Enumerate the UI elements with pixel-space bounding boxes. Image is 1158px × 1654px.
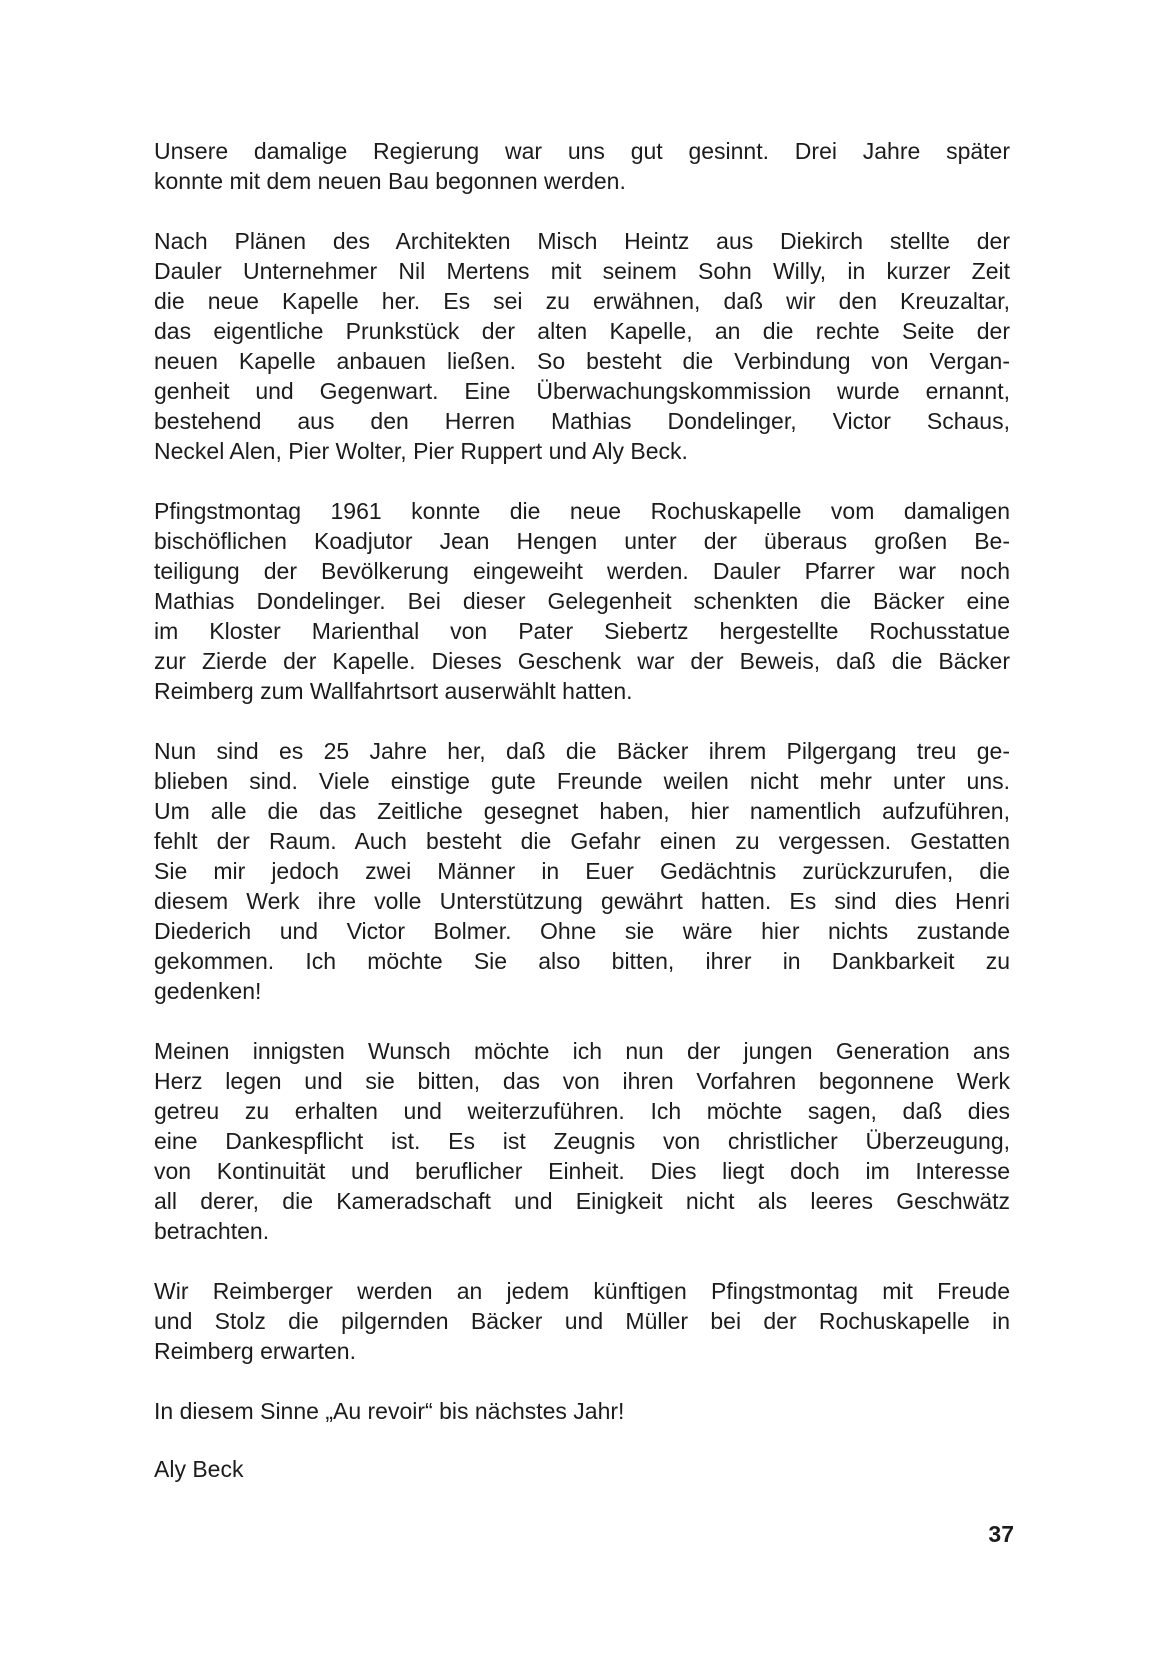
author-signature: Aly Beck (154, 1456, 244, 1482)
text-line: fehlt der Raum. Auch besteht die Gefahr einen zu vergessen. Gestatten (154, 828, 1010, 854)
text-line: eine Dankespflicht ist. Es ist Zeugnis von christlicher Überzeugung, (154, 1128, 1010, 1154)
text-line: Unsere damalige Regierung war uns gut gesinnt. Drei Jahre später (154, 138, 1010, 164)
text-line: getreu zu erhalten und weiterzuführen. Ich möchte sagen, daß dies (154, 1098, 1010, 1124)
text-line: Herz legen und sie bitten, das von ihren Vorfahren begonnene Werk (154, 1068, 1010, 1094)
text-line: konnte mit dem neuen Bau begonnen werden. (154, 168, 626, 194)
text-line: Nach Plänen des Architekten Misch Heintz aus Diekirch stellte der (154, 228, 1010, 254)
text-line: von Kontinuität und beruflicher Einheit. Dies liegt doch im Interesse (154, 1158, 1010, 1184)
text-line: Diederich und Victor Bolmer. Ohne sie wäre hier nichts zustande (154, 918, 1010, 944)
paragraph-5 (154, 1036, 1010, 1246)
text-line: Meinen innigsten Wunsch möchte ich nun der jungen Generation ans (154, 1038, 1010, 1064)
text-line: im Kloster Marienthal von Pater Siebertz hergestellte Rochusstatue (154, 618, 1010, 644)
text-line: Um alle die das Zeitliche gesegnet haben, hier namentlich aufzuführen, (154, 798, 1010, 824)
paragraph-1 (154, 136, 1010, 196)
text-line: Reimberg erwarten. (154, 1338, 356, 1364)
text-line: teiligung der Bevölkerung eingeweiht werden. Dauler Pfarrer war noch (154, 558, 1010, 584)
text-line: zur Zierde der Kapelle. Dieses Geschenk war der Beweis, daß die Bäcker (154, 648, 1010, 674)
paragraph-3 (154, 496, 1010, 706)
text-line: all derer, die Kameradschaft und Einigkeit nicht als leeres Geschwätz (154, 1188, 1010, 1214)
text-line: bischöflichen Koadjutor Jean Hengen unter der überaus großen Be- (154, 528, 1010, 554)
page-number: 37 (988, 1521, 1014, 1547)
text-column (154, 136, 1010, 1484)
text-line: Dauler Unternehmer Nil Mertens mit seinem Sohn Willy, in kurzer Zeit (154, 258, 1010, 284)
paragraph-2 (154, 226, 1010, 466)
text-line: neuen Kapelle anbauen ließen. So besteht die Verbindung von Vergan- (154, 348, 1010, 374)
paragraph-4 (154, 736, 1010, 1006)
text-line: genheit und Gegenwart. Eine Überwachungskommission wurde ernannt, (154, 378, 1010, 404)
text-line: blieben sind. Viele einstige gute Freunde weilen nicht mehr unter uns. (154, 768, 1010, 794)
text-line: die neue Kapelle her. Es sei zu erwähnen, daß wir den Kreuzaltar, (154, 288, 1010, 314)
text-line: Pfingstmontag 1961 konnte die neue Rochuskapelle vom damaligen (154, 498, 1010, 524)
text-line: und Stolz die pilgernden Bäcker und Müller bei der Rochuskapelle in (154, 1308, 1010, 1334)
text-line: Wir Reimberger werden an jedem künftigen Pfingstmontag mit Freude (154, 1278, 1010, 1304)
text-line: Reimberg zum Wallfahrtsort auserwählt hatten. (154, 678, 633, 704)
closing-line: In diesem Sinne „Au revoir“ bis nächstes Jahr! (154, 1398, 625, 1424)
text-line: bestehend aus den Herren Mathias Dondelinger, Victor Schaus, (154, 408, 1010, 434)
text-line: Mathias Dondelinger. Bei dieser Gelegenheit schenkten die Bäcker eine (154, 588, 1010, 614)
text-line: gedenken! (154, 978, 262, 1004)
text-line: Neckel Alen, Pier Wolter, Pier Ruppert und Aly Beck. (154, 438, 688, 464)
paragraph-6 (154, 1276, 1010, 1366)
text-line: betrachten. (154, 1218, 270, 1244)
text-line: Nun sind es 25 Jahre her, daß die Bäcker ihrem Pilgergang treu ge- (154, 738, 1010, 764)
text-line: das eigentliche Prunkstück der alten Kapelle, an die rechte Seite der (154, 318, 1010, 344)
text-line: Sie mir jedoch zwei Männer in Euer Gedächtnis zurückzurufen, die (154, 858, 1010, 884)
text-line: diesem Werk ihre volle Unterstützung gewährt hatten. Es sind dies Henri (154, 888, 1010, 914)
text-line: gekommen. Ich möchte Sie also bitten, ihrer in Dankbarkeit zu (154, 948, 1010, 974)
